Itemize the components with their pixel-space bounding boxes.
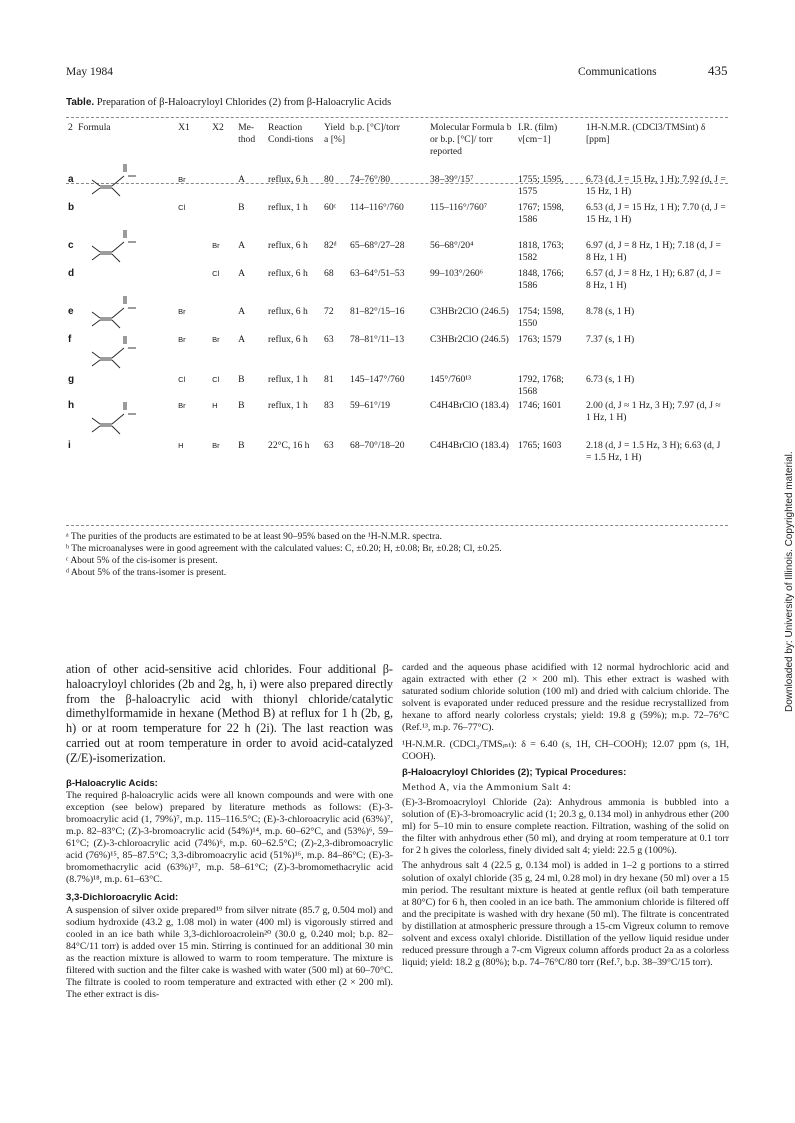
x1-value: Br (178, 401, 186, 410)
ir-value: 1755; 1595, 1575 (517, 174, 564, 197)
table-body (66, 162, 728, 466)
bp-value: 65–68°/27–28 (350, 240, 405, 251)
nmr-value: 7.37 (s, 1 H) (585, 334, 635, 345)
x1-value (176, 268, 210, 294)
bp-value: 63–64°/51–53 (350, 268, 405, 279)
formula-structure (76, 202, 176, 228)
col-reported: Molecular Formula b or b.p. [°C]/ torr reported (429, 122, 512, 157)
method-value: A (238, 240, 245, 251)
formula-structure (76, 440, 176, 466)
col-conditions: Reaction Condi-tions (268, 122, 314, 145)
col-bp: b.p. [°C]/torr (350, 122, 400, 133)
x1-value (176, 228, 210, 268)
x1-value: Br (178, 175, 186, 184)
ir-value: 1767; 1598, 1586 (517, 202, 564, 225)
compound-id: a (68, 174, 74, 185)
bp-value: 68–70°/18–20 (350, 440, 405, 451)
reported-value: 99–103°/260⁶ (429, 268, 484, 279)
conditions-value: reflux, 6 h (268, 240, 308, 251)
heading-haloacrylic-acids: β-Haloacrylic Acids: (66, 777, 158, 789)
table-row (66, 440, 728, 466)
formula-structure (76, 268, 176, 294)
bp-value: 145–147°/760 (350, 374, 405, 385)
left-column (66, 662, 393, 1001)
yield-value: 80 (324, 174, 334, 185)
chemical-structure-icon (78, 400, 146, 440)
method-value: A (238, 268, 245, 279)
method-value: B (238, 440, 245, 451)
table-caption-label: Table. (66, 97, 95, 108)
paragraph-salt-procedure: The anhydrous salt 4 (22.5 g, 0.134 mol) is added in 1–2 g portions to a stirred solution of oxalyl chloride (35 g, 24 ml, 0.28 mol) in dry hexane (50 ml) over a 15 min period. The resultant mixture is heated at gentle reflux (oil bath temperature at 80°C) for 6 h, then cooled in an ice bath. The ammonium chloride is filtered off and the precipitate is washed with dry hexane (50 ml). The filtrate is concentrated by distillation at atmospheric pressure through a 15-cm Vigreux column to remove solvent and excess oxalyl chloride. Distillation of the yellow liquid residue under reduced pressure through a 7-cm Vigreux column affords product 2a as a colorless liquid; yield: 18.2 g (80%); b.p. 74–76°C/80 torr (Ref.⁷, b.p. 38–39°C/15 torr). (402, 860, 729, 969)
conditions-value: reflux, 6 h (268, 306, 308, 317)
table-caption (66, 97, 391, 108)
nmr-value: 6.73 (s, 1 H) (585, 374, 635, 385)
col-x1: X1 (178, 122, 190, 133)
conditions-value: reflux, 1 h (268, 374, 308, 385)
table-row (66, 374, 728, 400)
conditions-value: reflux, 6 h (268, 268, 308, 279)
table-row (66, 400, 728, 440)
bp-value: 78–81°/11–13 (350, 334, 405, 345)
method-value: A (238, 174, 245, 185)
x2-value: Br (212, 335, 220, 344)
formula-structure (76, 400, 176, 440)
col-nmr: 1H-N.M.R. (CDCl3/TMSint) δ [ppm] (585, 122, 706, 145)
x2-value: Br (212, 241, 220, 250)
bp-value: 81–82°/15–16 (350, 306, 405, 317)
table-head (66, 119, 728, 162)
x2-value: H (212, 401, 218, 410)
nmr-value: 2.18 (d, J = 1.5 Hz, 3 H); 6.63 (d, J = 1.5 Hz, 1 H) (585, 440, 721, 463)
paragraph-continuation: carded and the aqueous phase acidified with 12 normal hydrochloric acid and again extracted with ether (2 × 200 ml). This ether extract is washed with saturated sodium chloride solution (100 ml) and dried with calcium chloride. The solvent is evaporated under reduced pressure and the residue recrystallized from hexane to afford nearly colorless crystals; yield: 19.8 g (59%); m.p. 72–76°C (Ref.¹³, m.p. 76–77°C). (402, 662, 729, 734)
bp-value: 114–116°/760 (350, 202, 404, 213)
running-header-date: May 1984 (66, 66, 113, 78)
table-row (66, 268, 728, 294)
col-yield: Yield a [%] (324, 122, 346, 145)
formula-structure (76, 228, 176, 268)
results-table (66, 119, 728, 466)
reported-value: 56–68°/20⁴ (429, 240, 474, 251)
yield-value: 72 (324, 306, 334, 317)
compound-id: b (68, 202, 75, 213)
compound-id: g (68, 374, 75, 385)
x1-value: Br (178, 335, 186, 344)
nmr-value: 6.53 (d, J = 15 Hz, 1 H); 7.70 (d, J = 15 Hz, 1 H) (585, 202, 726, 225)
col-formula: Formula (78, 122, 111, 133)
formula-structure (76, 334, 176, 374)
conditions-value: reflux, 6 h (268, 174, 308, 185)
paragraph-dichloroacrylic-acid: A suspension of silver oxide prepared¹⁹ from silver nitrate (85.7 g, 0.504 mol) and sodium hydroxide (43.2 g, 1.08 mol) in water (400 ml) is vigorously stirred and cooled in an ice bath while 3,3-dichloroacrolein²⁰ (30.0 g, 0.240 mol; b.p. 82–84°C/11 torr) is added over 15 min. Stirring is continued for an additional 30 min as the reaction mixture is allowed to warm to room temperature. The mixture is filtered with suction and the filter cake is washed with water (500 ml) at 60–70°C. The filtrate is cooled to room temperature and extracted with ether (2 × 200 ml). The ether extract is dis- (66, 904, 393, 1001)
compound-id: f (68, 334, 72, 345)
ir-value: 1746; 1601 (517, 400, 562, 411)
compound-id: c (68, 240, 74, 251)
yield-value: 63 (324, 334, 334, 345)
reported-value: C3HBr2ClO (246.5) (429, 334, 509, 345)
chemical-structure-icon (78, 334, 146, 374)
table-footnote-b: ᵇ The microanalyses were in good agreement with the calculated values: C, ±0.20; H, ±0.08; Br, ±0.28; Cl, ±0.25. (66, 543, 502, 554)
table-top-rule (66, 117, 728, 118)
x1-value: Cl (178, 375, 186, 384)
bp-value: 74–76°/80 (350, 174, 391, 185)
yield-value: 83 (324, 400, 334, 411)
x2-value: Br (212, 441, 220, 450)
ir-value: 1765; 1603 (517, 440, 562, 451)
chemical-structure-icon (78, 162, 146, 202)
yield-value: 68 (324, 268, 334, 279)
conditions-value: reflux, 6 h (268, 334, 308, 345)
x2-value (210, 294, 236, 334)
nmr-value: 6.73 (d, J = 15 Hz, 1 H); 7.92 (d, J = 15 Hz, 1 H) (585, 174, 726, 197)
col-x2: X2 (212, 122, 224, 133)
x1-value: H (178, 441, 184, 450)
table-footnote-d: ᵈ About 5% of the trans-isomer is present. (66, 567, 227, 578)
right-column (402, 662, 729, 969)
x1-value: Cl (178, 203, 186, 212)
formula-structure (76, 294, 176, 334)
heading-method-a: Method A, via the Ammonium Salt 4: (402, 781, 572, 793)
formula-structure (76, 374, 176, 400)
paragraph-2a-procedure: (E)-3-Bromoacryloyl Chloride (2a): Anhydrous ammonia is bubbled into a solution of (E)-3-bromoacrylic acid (1; 20.3 g, 0.134 mol) in anhydrous ether (200 ml) for 5–10 min to ensure complete reaction. Filtration, washing of the solid on the filter with anhydrous ether (50 ml), and drying at room temperature at 0.1 torr for 2 h gives the colorless, finely divided salt 4; yield: 22.5 g (100%). (402, 796, 729, 857)
heading-typical-procedures: β-Haloacryloyl Chlorides (2); Typical Procedures: (402, 766, 627, 778)
chemical-structure-icon (78, 228, 146, 268)
yield-value: 60ᶜ (324, 202, 337, 213)
compound-id: e (68, 306, 74, 317)
ir-value: 1818, 1763; 1582 (517, 240, 564, 263)
method-value: B (238, 202, 245, 213)
ir-value: 1792, 1768; 1568 (517, 374, 564, 397)
table-row (66, 334, 728, 374)
compound-id: i (68, 440, 71, 451)
ir-value: 1754; 1598, 1550 (517, 306, 564, 329)
download-watermark (772, 340, 795, 740)
method-value: A (238, 306, 245, 317)
x2-value: Cl (212, 269, 220, 278)
nmr-value: 6.97 (d, J = 8 Hz, 1 H); 7.18 (d, J = 8 Hz, 1 H) (585, 240, 721, 263)
compound-id: h (68, 400, 75, 411)
reported-value: C4H4BrClO (183.4) (429, 400, 509, 411)
x2-value (210, 162, 236, 202)
table-row (66, 162, 728, 202)
table-footnote-c: ᶜ About 5% of the cis-isomer is present. (66, 555, 218, 566)
method-value: A (238, 334, 245, 345)
table-row (66, 294, 728, 334)
table-row (66, 228, 728, 268)
table-footnote-a: ᵃ The purities of the products are estimated to be at least 90–95% based on the ¹H-N.M.R. spectra. (66, 531, 442, 542)
reported-value: 38–39°/15⁷ (429, 174, 474, 185)
download-watermark-text: Downloaded by: University of Illinois. Copyrighted material. (784, 451, 795, 712)
table-caption-text: Preparation of β-Haloacryloyl Chlorides (2) from β-Haloacrylic Acids (96, 97, 392, 108)
col-ir: I.R. (film) ν[cm−1] (517, 122, 558, 145)
col-method: Me-thod (238, 122, 256, 145)
conditions-value: reflux, 1 h (268, 202, 308, 213)
ir-value: 1848, 1766; 1586 (517, 268, 564, 291)
paragraph-haloacrylic-acids: The required β-haloacrylic acids were all known compounds and were with one exception (see below) prepared by literature methods as follows: (E)-3-bromoacrylic acid (1, 79%)⁷, m.p. 115–116.5°C; (E)-3-chloroacrylic acid (63%)⁷, m.p. 82–83°C; (Z)-3-bromoacrylic acid (54%)¹⁴, m.p. 60–62°C, and (53%)⁶, 59–61°C; (Z)-3-chloroacrylic acid (74%)⁶, m.p. 60–62.5°C; (Z)-2,3-dibromoacrylic acid (76%)¹⁵, 85–87.5°C; 3,3-dibromoacrylic acid (51%)¹⁶, m.p. 84–86°C; (E)-3-bromomethacrylic acid (63%)¹⁷, m.p. 58–61°C; (Z)-3-bromomethacrylic acid (8.7%)¹⁸, m.p. 61–63°C. (66, 789, 393, 886)
x2-value (210, 202, 236, 228)
nmr-value: 6.57 (d, J = 8 Hz, 1 H); 6.87 (d, J = 8 Hz, 1 H) (585, 268, 721, 291)
nmr-value: 2.00 (d, J ≈ 1 Hz, 3 H); 7.97 (d, J ≈ 1 Hz, 1 H) (585, 400, 721, 423)
x1-value: Br (178, 307, 186, 316)
bp-value: 59–61°/19 (350, 400, 391, 411)
paragraph-nmr: ¹H-N.M.R. (CDCl₃/TMSᵢₙₜ): δ = 6.40 (s, 1H, CH–COOH); 12.07 ppm (s, 1H, COOH). (402, 738, 729, 762)
yield-value: 82ᵈ (324, 240, 337, 251)
yield-value: 63 (324, 440, 334, 451)
ir-value: 1763; 1579 (517, 334, 562, 345)
chemical-structure-icon (78, 294, 146, 334)
conditions-value: reflux, 1 h (268, 400, 308, 411)
yield-value: 81 (324, 374, 334, 385)
method-value: B (238, 374, 245, 385)
intro-paragraph: ation of other acid-sensitive acid chlorides. Four additional β-haloacryloyl chlorides (2b and 2g, h, i) were also prepared directly from the β-haloacrylic acid with thionyl chloride/catalytic dimethylformamide in hexane (Method B) at reflux for 1 h (2b, g, h) or at room temperature for 22 h (2i). The last reaction was carried out at room temperature in order to avoid acid-catalyzed (Z/E)-isomerization. (66, 662, 393, 765)
compound-id: d (68, 268, 75, 279)
method-value: B (238, 400, 245, 411)
reported-value: 145°/760¹³ (429, 374, 472, 385)
col-compound: 2 (68, 122, 73, 133)
page-number: 435 (708, 63, 728, 78)
x2-value: Cl (212, 375, 220, 384)
table-bottom-rule (66, 525, 728, 526)
formula-structure (76, 162, 176, 202)
conditions-value: 22°C, 16 h (268, 440, 310, 451)
reported-value: C3HBr2ClO (246.5) (429, 306, 509, 317)
reported-value: C4H4BrClO (183.4) (429, 440, 509, 451)
running-header-section: Communications (578, 66, 657, 78)
nmr-value: 8.78 (s, 1 H) (585, 306, 635, 317)
heading-dichloroacrylic-acid: 3,3-Dichloroacrylic Acid: (66, 892, 179, 904)
reported-value: 115–116°/760⁷ (429, 202, 488, 213)
table-row (66, 202, 728, 228)
